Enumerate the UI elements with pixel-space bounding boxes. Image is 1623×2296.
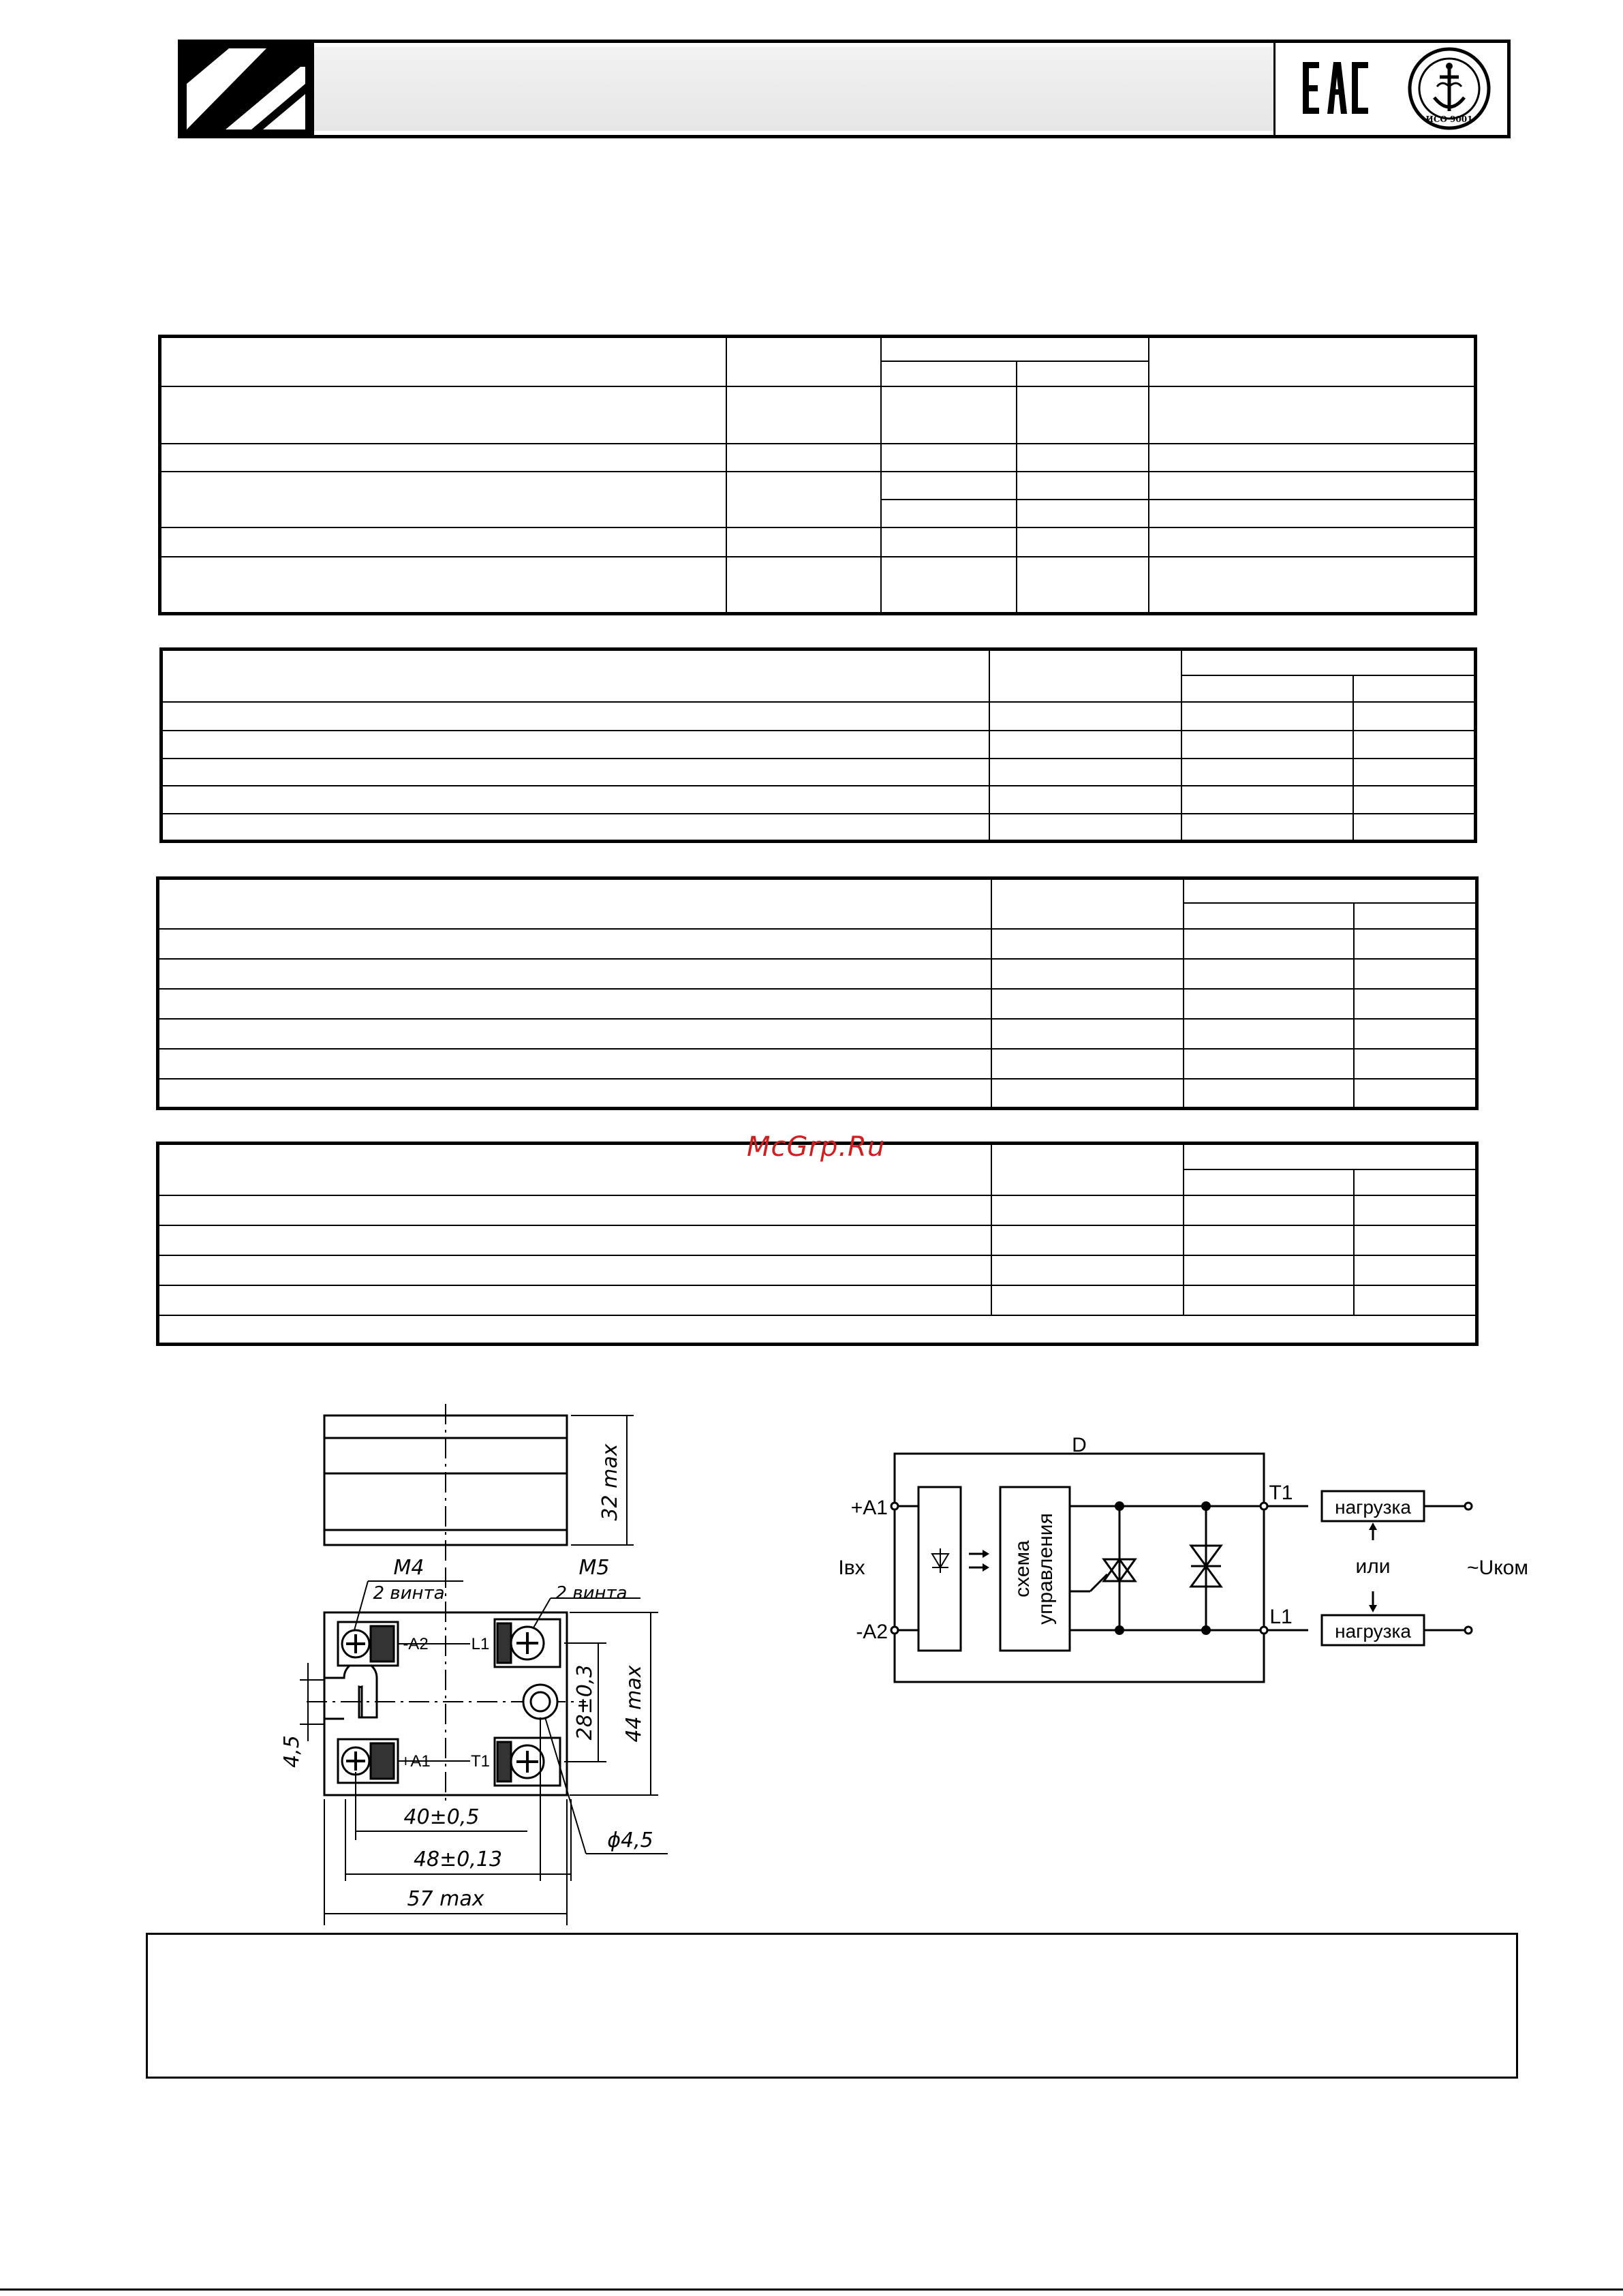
table-cell (881, 500, 1017, 527)
table-cell (1149, 557, 1476, 614)
iso-seal (1392, 43, 1507, 135)
control-label-1: схема (1011, 1540, 1034, 1597)
bottom-rule (0, 2289, 1623, 2291)
table-cell (1181, 649, 1476, 676)
table-cell (1354, 1285, 1477, 1315)
table-cell (1149, 444, 1476, 472)
dimension-drawing (273, 1397, 695, 1929)
table-cell (158, 1049, 992, 1079)
table-cell (726, 386, 881, 444)
table-cell (1149, 527, 1476, 557)
table-cell (726, 527, 881, 557)
table-cell (1017, 527, 1149, 557)
table-cell (161, 731, 990, 759)
terminal-l1-label: L1 (471, 1635, 490, 1653)
table-1-header-cell (881, 361, 1017, 386)
table-cell (726, 472, 881, 527)
table-cell (161, 759, 990, 786)
control-label-2: управления (1034, 1513, 1057, 1625)
table-cell (1353, 702, 1476, 731)
table-cell (1181, 731, 1353, 759)
table-cell (1181, 759, 1353, 786)
table-cell (1017, 472, 1149, 500)
dim-28: 28±0,3 (573, 1664, 597, 1741)
table-cell (158, 1285, 992, 1315)
table-cell (1184, 1255, 1354, 1285)
table-cell (991, 929, 1184, 959)
switch-voltage: ~Uком (1467, 1557, 1528, 1579)
label-m4: M4 (393, 1556, 424, 1580)
table-cell (1184, 1285, 1354, 1315)
table-1-header-cell (160, 337, 727, 387)
table-2 (159, 647, 1477, 843)
pin-a1: +A1 (850, 1497, 888, 1519)
table-cell (1184, 1169, 1354, 1195)
dim-44: 44 max (622, 1665, 646, 1743)
table-cell (160, 386, 727, 444)
eac-mark (1273, 43, 1394, 135)
table-cell (1184, 903, 1354, 929)
dim-45: 4,5 (280, 1735, 304, 1768)
table-1-header-cell (881, 337, 1149, 362)
table-cell (726, 444, 881, 472)
dim-height: 32 max (598, 1443, 622, 1521)
table-cell (1353, 731, 1476, 759)
iso-seal-text: ИСО 9001 (1425, 114, 1473, 124)
dim-40: 40±0,5 (403, 1805, 480, 1829)
table-cell (1354, 1079, 1477, 1109)
load-top: нагрузка (1335, 1497, 1411, 1518)
pin-a2: -A2 (856, 1621, 888, 1643)
table-cell (991, 989, 1184, 1019)
table-cell (1181, 814, 1353, 842)
table-cell (160, 444, 727, 472)
table-cell (1354, 1255, 1477, 1285)
table-cell (1353, 814, 1476, 842)
table-cell (158, 878, 992, 929)
table-cell (1354, 1169, 1477, 1195)
table-cell (991, 1049, 1184, 1079)
table-cell (989, 786, 1181, 814)
terminal-a1-label: +A1 (401, 1752, 431, 1771)
table-cell (1184, 1195, 1354, 1225)
table-cell (1354, 903, 1477, 929)
table-cell (1184, 1049, 1354, 1079)
table-cell (1149, 500, 1476, 527)
table-cell (1017, 386, 1149, 444)
table-cell (158, 929, 992, 959)
table-3 (156, 876, 1479, 1110)
table-cell (989, 649, 1181, 702)
table-1 (158, 335, 1477, 615)
table-cell (989, 731, 1181, 759)
table-cell (161, 649, 990, 702)
wiring-schematic (818, 1404, 1533, 1690)
dim-hole: ϕ4,5 (607, 1828, 653, 1852)
table-cell (160, 527, 727, 557)
table-cell (991, 1079, 1184, 1109)
table-cell (160, 472, 727, 527)
table-cell (991, 959, 1184, 989)
table-cell (991, 1195, 1184, 1225)
table-cell (1184, 989, 1354, 1019)
table-cell (1354, 1225, 1477, 1255)
table-cell (158, 1079, 992, 1109)
table-cell (881, 386, 1017, 444)
table-cell (1184, 959, 1354, 989)
table-cell (1149, 386, 1476, 444)
table-cell (1149, 472, 1476, 500)
table-4 (156, 1142, 1479, 1346)
table-cell (161, 702, 990, 731)
table-cell (991, 1255, 1184, 1285)
table-cell (991, 1285, 1184, 1315)
table-cell (158, 989, 992, 1019)
table-cell (158, 1315, 1477, 1345)
table-1-header-cell (726, 337, 881, 387)
device-label: D (1072, 1434, 1087, 1456)
label-m5: M5 (578, 1556, 610, 1580)
table-1-header-cell (1017, 361, 1149, 386)
header-title-area (314, 47, 1437, 131)
table-cell (1354, 959, 1477, 989)
table-cell (1354, 1019, 1477, 1049)
table-cell (161, 786, 990, 814)
table-cell (989, 814, 1181, 842)
table-1-header-cell (1149, 337, 1476, 387)
table-cell (1354, 989, 1477, 1019)
table-cell (1017, 500, 1149, 527)
input-current: Iвх (838, 1557, 865, 1579)
table-cell (991, 1225, 1184, 1255)
document-header (178, 40, 1511, 138)
table-cell (1181, 702, 1353, 731)
table-cell (881, 444, 1017, 472)
label-screws-left: 2 винта (373, 1583, 445, 1604)
table-cell (881, 472, 1017, 500)
table-cell (1354, 1049, 1477, 1079)
table-cell (991, 1019, 1184, 1049)
pin-l1: L1 (1269, 1606, 1293, 1628)
dim-57: 57 max (407, 1887, 484, 1911)
table-cell (1184, 929, 1354, 959)
load-bottom: нагрузка (1335, 1621, 1411, 1642)
table-cell (158, 1019, 992, 1049)
terminal-t1-label: T1 (470, 1752, 491, 1771)
table-cell (1353, 786, 1476, 814)
or-label: или (1355, 1555, 1391, 1578)
table-cell (726, 557, 881, 614)
dim-48: 48±0,13 (413, 1848, 503, 1871)
table-cell (160, 557, 727, 614)
table-cell (158, 1225, 992, 1255)
label-screws-right: 2 винта (555, 1583, 628, 1604)
table-cell (1353, 675, 1476, 702)
table-cell (1353, 759, 1476, 786)
company-logo (181, 43, 314, 135)
note-box (146, 1933, 1518, 2079)
table-cell (161, 814, 990, 842)
table-cell (1184, 1079, 1354, 1109)
table-cell (1181, 675, 1353, 702)
table-cell (1017, 557, 1149, 614)
table-cell (1354, 929, 1477, 959)
table-cell (1184, 878, 1477, 903)
table-cell (1354, 1195, 1477, 1225)
table-cell (1184, 1144, 1477, 1169)
table-cell (989, 759, 1181, 786)
table-cell (1181, 786, 1353, 814)
table-cell (1184, 1225, 1354, 1255)
table-cell (881, 557, 1017, 614)
logo-graphic (181, 43, 312, 135)
terminal-a2-label: -A2 (403, 1635, 429, 1653)
watermark: McGrp.Ru (747, 1131, 886, 1163)
table-cell (881, 527, 1017, 557)
table-cell (158, 1255, 992, 1285)
table-cell (158, 1195, 992, 1225)
table-cell (991, 1144, 1184, 1195)
pin-t1: T1 (1269, 1482, 1293, 1504)
table-cell (991, 878, 1184, 929)
table-cell (989, 702, 1181, 731)
table-cell (1017, 444, 1149, 472)
table-cell (158, 959, 992, 989)
table-cell (1184, 1019, 1354, 1049)
